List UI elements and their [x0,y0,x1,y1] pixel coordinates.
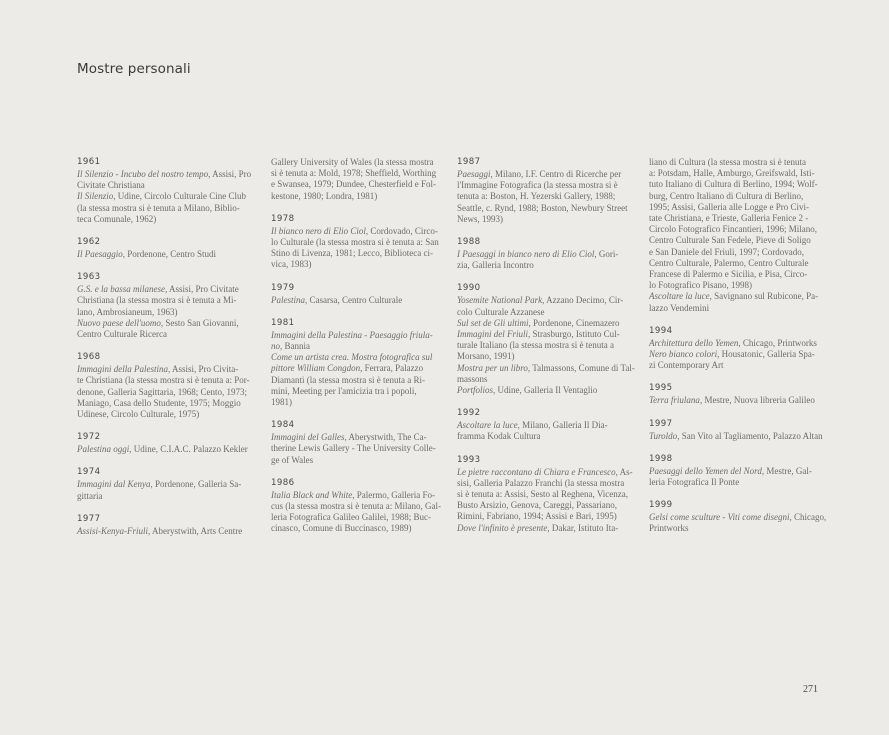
column-1 [77,157,252,549]
exhibition-line [649,523,821,534]
exhibition-line [649,157,821,168]
exhibition-line [649,280,821,291]
exhibition-title: Nero bianco colori [649,349,718,360]
exhibition-line [77,318,249,329]
exhibition-line [77,444,249,455]
exhibition-title: Sul set de Gli ultimi [457,317,529,328]
exhibition-line [649,235,821,246]
exhibition-title: Assisi-Kenya-Friuli [77,525,148,536]
exhibition-year-group [77,157,252,225]
exhibition-year-group [649,383,821,406]
exhibition-title: Portfolios [457,385,494,396]
exhibition-details: denone, Galleria Sagittaria, 1968; Cento, 1973; [77,386,247,397]
exhibition-title: Come un artista crea. Mostra fotografica sul [271,352,433,363]
exhibition-details: , Chicago, Printworks [738,337,817,348]
exhibition-line [457,340,629,351]
exhibition-line [77,191,249,202]
exhibition-details: vica, 1983) [271,259,312,270]
exhibition-title: Gelsi come sculture - Viti come disegni [649,512,790,523]
exhibition-line [271,226,443,237]
exhibition-details: leria Fotografica Galileo Galilei, 1988; Buc- [271,512,431,523]
exhibition-line [457,466,633,478]
exhibition-details: , Strasburgo, Istituto Cul- [528,329,620,340]
exhibition-year-group [457,157,629,225]
year-heading: 1972 [77,432,101,443]
exhibition-line [271,341,443,352]
exhibition-line [271,168,443,179]
year-heading: 1981 [271,317,295,328]
exhibition-details: , Pordenone, Centro Studi [122,249,216,260]
exhibition-details: , Bannia [280,341,310,352]
exhibition-details: , Aberystwith, Arts Centre [148,525,243,536]
exhibition-line [457,260,629,271]
exhibition-details: , San Vito al Tagliamento, Palazzo Altan [677,430,823,441]
exhibition-line [649,213,821,224]
exhibition-line [649,466,821,477]
exhibition-line [77,329,249,340]
exhibition-details: lano, Ambrosianeum, 1963) [77,306,178,317]
exhibition-title: Immagini della Palestina - Paesaggio friula- [271,329,433,340]
exhibition-details: , Sesto San Giovanni, [160,317,239,328]
exhibition-line [649,191,821,202]
exhibition-details: tenuta a: Boston, H. Yezerski Gallery, 1988; [457,191,616,202]
year-heading: 1968 [77,352,101,363]
exhibition-line [457,180,629,191]
exhibition-line [77,491,249,502]
exhibition-title: Immagini del Galles [271,432,345,443]
exhibition-line [77,479,249,490]
exhibition-details: therine Lewis Gallery - The University Colle- [271,443,436,454]
exhibition-title: Yosemite National Park [457,295,543,306]
year-heading: 1963 [77,272,101,283]
exhibition-details: tate Christiana, e Trieste, Galleria Fenice 2 - [649,213,809,224]
year-heading: 1988 [457,237,481,248]
exhibition-year-group [77,272,249,340]
exhibition-line [271,523,443,534]
exhibition-line [457,523,629,534]
exhibition-details: cinasco, Comune di Buccinasco, 1989) [271,523,412,534]
exhibition-details: , Udine, Galleria Il Ventaglio [493,385,598,396]
exhibition-line [457,362,635,374]
exhibition-title: Palestina [271,294,305,305]
exhibition-details: si è tenuta a: Assisi, Sesto al Reghena, Vicenza, [457,489,629,500]
exhibition-details: Christiana (la stessa mostra si è tenuta a Mi- [77,295,237,306]
exhibition-title: Il Silenzio [77,191,114,202]
exhibition-line [457,203,629,214]
column-2 [271,157,443,547]
exhibition-details: zi Contemporary Art [649,360,724,371]
exhibition-details: te Christiana (la stessa mostra si è tenuta a: Por- [77,375,250,386]
exhibition-year-group [271,283,443,306]
exhibition-title: Il bianco nero di Elio Ciol [271,225,366,236]
exhibition-details: , Casarsa, Centro Culturale [305,294,403,305]
exhibition-line [77,169,252,180]
exhibition-year-group [457,283,635,396]
year-heading: 1961 [77,157,101,167]
year-heading: 1984 [271,420,295,431]
exhibition-details: lo Culturale (la stessa mostra si è tenuta a: San [271,237,439,248]
exhibition-title: Dove l'infinito è presente [457,522,548,533]
exhibition-line [457,374,629,385]
exhibition-details: 1995; Assisi, Galleria alle Logge e Pro Civi- [649,201,809,212]
exhibition-title: Immagini dal Kenya [77,479,151,490]
exhibition-details: Printworks [649,523,689,534]
exhibition-details: Udinese, Circolo Culturale, 1975) [77,409,200,420]
exhibition-line [457,318,629,329]
exhibition-year-group [271,478,443,535]
exhibition-year-group [77,237,249,260]
year-heading: 1995 [649,383,673,394]
exhibition-title: Il Paesaggio [77,249,123,260]
exhibition-line [271,191,443,202]
exhibition-details: , Mestre, Gal- [761,465,812,476]
exhibition-year-group [77,467,249,501]
exhibition-line [457,214,629,225]
exhibition-details: , Milano, Galleria Il Dia- [517,420,608,431]
exhibition-line [77,375,249,386]
exhibition-continuation [271,157,443,202]
year-heading: 1986 [271,477,295,488]
exhibition-line [271,157,443,168]
exhibition-line [649,349,821,360]
exhibition-details: , Azzano Decimo, Cir- [542,295,624,306]
exhibition-title: G.S. e la bassa milanese [77,284,165,295]
exhibition-year-group [77,352,249,420]
column-4 [649,157,827,547]
exhibition-details: Diamanti (la stessa mostra si è tenuta a Ri- [271,374,425,385]
exhibition-details: framma Kodak Cultura [457,431,541,442]
exhibition-line [457,169,629,180]
year-heading: 1999 [649,500,673,511]
exhibition-line [271,295,443,306]
exhibition-line [457,191,629,202]
year-heading: 1977 [77,513,101,524]
exhibition-details: Civitate Christiana [77,180,145,191]
year-heading: 1987 [457,157,481,167]
exhibition-details: leria Fotografica Il Ponte [649,477,740,488]
exhibition-details: News, 1993) [457,213,503,224]
exhibition-line [77,409,249,420]
exhibition-title: I Paesaggi in bianco nero di Elio Ciol [457,249,595,260]
exhibition-year-group [649,419,821,442]
exhibition-year-group [457,454,633,534]
exhibition-line [649,338,821,349]
exhibition-details: Francese di Palermo e Sicilia, e Pisa, Circo- [649,269,808,280]
exhibition-details: lo Fotografico Pisano, 1998) [649,280,752,291]
exhibition-details: , Gori- [594,249,619,260]
exhibition-line [457,351,629,362]
year-heading: 1974 [77,467,101,478]
exhibition-title: pittore William Congdon [271,363,361,374]
exhibition-continuation [649,157,821,314]
year-heading: 1962 [77,237,101,248]
exhibition-details: , Dakar, Istituto Ita- [547,522,619,533]
exhibition-title: Architettura dello Yemen [649,337,739,348]
exhibition-details: , Pordenone, Cinemazero [528,317,620,328]
exhibition-line [77,387,249,398]
exhibition-line [649,168,821,179]
exhibition-line [77,180,249,191]
exhibition-title: Paesaggi [457,169,491,179]
exhibition-details: cus (la stessa mostra si è tenuta a: Milano, Gal- [271,501,441,512]
exhibition-details: gittaria [77,490,103,501]
exhibition-line [271,397,443,408]
exhibition-details: , Udine, C.I.A.C. Palazzo Kekler [129,444,248,455]
exhibition-line [457,478,629,489]
exhibition-details: e Swansea, 1979; Dundee, Chesterfield e Fol- [271,179,436,190]
exhibition-title: Paesaggi dello Yemen del Nord [649,465,762,476]
exhibition-details: , Chicago, [789,512,827,523]
exhibition-details: , Assisi, Pro [208,169,252,179]
exhibition-line [77,364,249,375]
exhibition-details: turale Italiano (la stessa mostra si è tenuta a [457,340,614,351]
exhibition-year-group [649,326,821,372]
year-heading: 1990 [457,283,481,294]
exhibition-line [649,202,821,213]
exhibition-details: colo Culturale Azzanese [457,306,545,317]
exhibition-details: , Udine, Circolo Culturale Cine Club [113,191,246,202]
exhibition-details: , Talmassons, Comune di Tal- [527,362,635,373]
exhibition-line [77,214,249,225]
exhibition-line [457,511,629,522]
exhibition-details: liano di Cultura (la stessa mostra si è tenuta [649,157,806,167]
exhibition-title: Terra friulana [649,395,700,406]
exhibition-details: tuto Italiano di Cultura di Berlino, 1994; Wolf- [649,179,818,190]
exhibition-title: Nuovo paese dell'uomo [77,317,161,328]
exhibition-details: lazzo Vendemini [649,302,710,313]
exhibition-details: , Ferrara, Palazzo [360,363,424,374]
exhibition-details: , Housatonic, Galleria Spa- [717,349,815,360]
exhibition-details: si è tenuta a: Mold, 1978; Sheffield, Worthing [271,168,437,179]
exhibition-line [649,512,827,523]
exhibition-year-group [77,514,249,537]
exhibition-details: Gallery University of Wales (la stessa mostra [271,157,434,167]
exhibition-line [649,179,821,190]
page-title: Mostre personali [77,61,191,77]
exhibition-details: , Palermo, Galleria Fo- [352,489,435,500]
exhibition-line [77,203,249,214]
year-heading: 1992 [457,408,481,419]
exhibition-details: Stino di Livenza, 1981; Lecco, Biblioteca ci- [271,248,433,259]
exhibition-line [271,259,443,270]
exhibition-line [457,329,629,340]
exhibition-details: , Milano, I.F. Centro di Ricerche per [490,169,622,179]
exhibition-details: , Pordenone, Galleria Sa- [150,479,242,490]
exhibition-details: zia, Galleria Incontro [457,260,534,271]
year-heading: 1979 [271,282,295,293]
exhibition-line [649,269,821,280]
exhibition-details: , Assisi, Pro Civitate [165,284,239,295]
exhibition-title: Palestina oggi [77,444,130,455]
exhibition-line [271,432,443,443]
exhibition-details: Maniago, Casa dello Studente, 1975; Moggio [77,397,241,408]
exhibition-title: Il Silenzio - Incubo del nostro tempo [77,169,209,179]
exhibition-line [457,385,629,396]
exhibition-title: Italia Black and White [271,489,353,500]
exhibition-details: , Assisi, Pro Civita- [168,364,239,375]
year-heading: 1998 [649,453,673,464]
exhibition-line [271,443,443,454]
exhibition-line [649,224,821,235]
exhibition-title: Le pietre raccontano di Chiara e Francesco [457,466,616,477]
exhibition-year-group [271,420,443,466]
year-heading: 1997 [649,418,673,429]
exhibition-year-group [649,500,827,534]
exhibition-details: kestone, 1980; Londra, 1981) [271,190,378,201]
exhibition-line [77,249,249,260]
exhibition-title: Turoldo [649,430,678,441]
exhibition-line [457,295,629,306]
page-number: 271 [803,684,818,695]
exhibition-line [649,291,821,302]
exhibition-line [77,307,249,318]
exhibition-line [271,237,443,248]
year-heading: 1993 [457,454,481,465]
exhibition-details: l'Immagine Fotografica (la stessa mostra si è [457,180,618,191]
exhibition-details: Circolo Fotografico Fincantieri, 1996; Milano, [649,224,817,235]
exhibition-details: Centro Culturale Ricerca [77,329,167,340]
column-3 [457,157,635,546]
exhibition-line [649,477,821,488]
exhibition-line [457,500,629,511]
exhibition-details: Seattle, c. Rynd, 1988; Boston, Newbury Street [457,202,628,213]
exhibition-details: e San Daniele del Friuli, 1997; Cordovado, [649,246,804,257]
exhibition-details: , As- [615,466,633,477]
exhibition-details: 1981) [271,397,292,408]
exhibition-title: no [271,341,280,352]
exhibition-line [649,360,821,371]
exhibition-details: mini, Meeting per l'amicizia tra i popoli, [271,385,417,396]
exhibition-line [649,247,821,258]
exhibition-details: , Savignano sul Rubicone, Pa- [709,291,819,302]
exhibition-details: , Aberystwith, The Ca- [344,432,427,443]
exhibition-line [271,490,443,501]
exhibition-title: Immagini della Palestina [77,364,168,375]
exhibition-line [649,303,821,314]
exhibition-title: Immagini del Friuli [457,329,528,340]
exhibition-line [271,501,443,512]
exhibition-year-group [457,237,629,271]
exhibition-title: Mostra per un libro [457,362,528,373]
exhibition-year-group [271,318,443,408]
exhibition-line [77,284,249,295]
exhibition-line [77,526,249,537]
exhibition-line [271,375,443,386]
exhibition-line [77,295,249,306]
exhibition-line [77,398,249,409]
exhibition-line [271,330,443,341]
exhibition-year-group [271,214,443,271]
exhibition-line [271,512,443,523]
exhibition-line [271,455,443,466]
exhibition-line [649,395,821,406]
exhibition-line [649,431,821,442]
exhibition-line [649,258,821,269]
exhibition-details: , Mestre, Nuova libreria Galileo [699,395,815,406]
exhibition-line [457,489,629,500]
exhibition-title: Ascoltare la luce [457,420,518,431]
exhibition-details: Busto Arsizio, Genova, Careggi, Passariano, [457,500,617,511]
exhibition-line [457,249,629,260]
exhibition-details: Morsano, 1991) [457,351,515,362]
exhibition-details: Rimini, Fabriano, 1994; Assisi e Bari, 1995) [457,511,617,522]
exhibition-details: massons [457,373,488,384]
exhibition-line [271,363,443,374]
exhibition-details: Centro Culturale San Fedele, Pieve di Soligo [649,235,811,246]
exhibition-details: teca Comunale, 1962) [77,213,157,224]
exhibition-line [457,307,629,318]
exhibition-line [271,248,443,259]
exhibition-line [271,352,443,363]
exhibition-year-group [77,432,249,455]
exhibition-line [271,179,443,190]
year-heading: 1978 [271,213,295,224]
exhibition-details: burg, Centro Italiano di Cultura di Berlino, [649,190,804,201]
exhibition-line [271,386,443,397]
exhibition-details: ge of Wales [271,454,314,465]
exhibition-title: Ascoltare la luce [649,291,710,302]
exhibition-details: (la stessa mostra si è tenuta a Milano, Biblio- [77,202,240,213]
exhibition-details: , Cordovado, Circo- [365,225,438,236]
exhibition-year-group [649,454,821,488]
exhibition-year-group [457,408,629,442]
exhibition-details: a: Potsdam, Halle, Amburgo, Greifswald, Isti- [649,168,815,179]
year-heading: 1994 [649,325,673,336]
exhibition-line [457,420,629,431]
exhibition-details: Centro Culturale, Palermo, Centro Culturale [649,257,809,268]
exhibition-line [457,431,629,442]
exhibition-details: sisi, Galleria Palazzo Franchi (la stessa mostra [457,477,625,488]
